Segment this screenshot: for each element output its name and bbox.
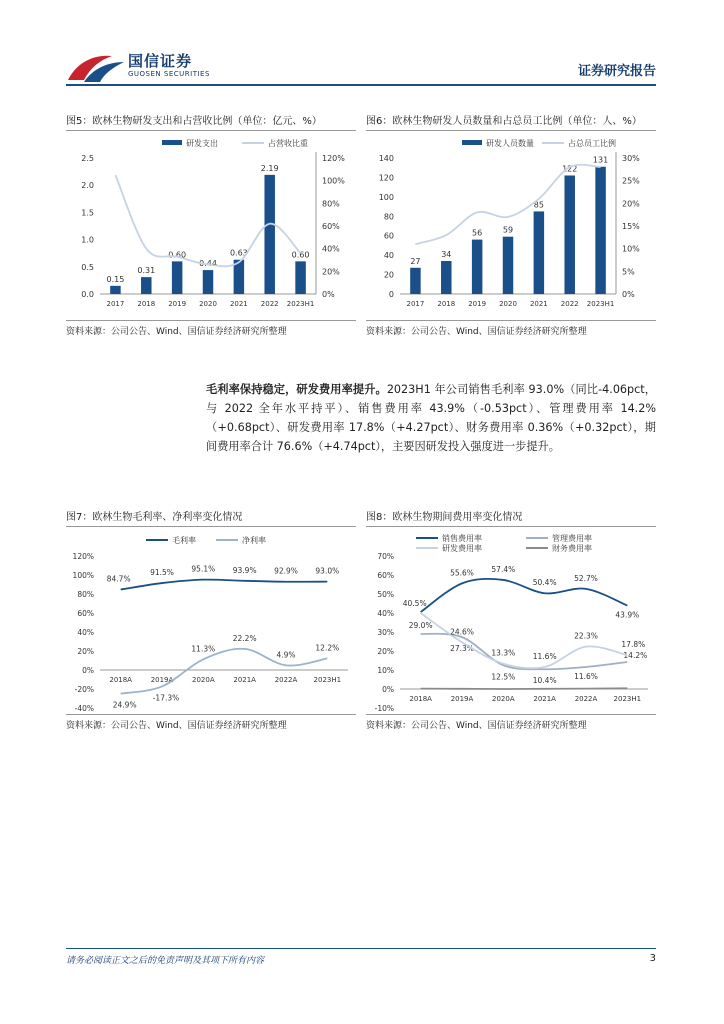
fig8-point-label: 12.5% <box>491 672 516 682</box>
figure-5 <box>66 112 356 342</box>
paragraph-highlight: 毛利率保持稳定，研发费用率提升。 <box>206 383 387 396</box>
fig7-xtick: 2022A <box>274 676 298 684</box>
fig6-xtick: 2020 <box>499 300 517 308</box>
fig5-bar-label: 0.31 <box>137 266 156 276</box>
fig6-bar <box>534 211 544 294</box>
fig7-series-line <box>121 649 328 694</box>
fig8-xtick: 2023H1 <box>613 695 642 703</box>
fig8-ytick: 40% <box>377 609 394 618</box>
fig8-legend-label: 财务费用率 <box>552 544 592 553</box>
fig5-bar <box>264 175 274 294</box>
fig6-ytick-left: 120 <box>378 173 394 183</box>
fig5-xtick: 2017 <box>106 300 125 308</box>
fig5-xtick: 2022 <box>260 300 279 308</box>
fig7-ytick: 40% <box>77 628 94 637</box>
fig5-bar <box>203 270 213 294</box>
fig8-series-line <box>421 579 628 612</box>
fig6-xtick: 2023H1 <box>586 300 615 308</box>
fig5-bar <box>295 261 305 294</box>
fig6-ytick-right: 0% <box>622 290 635 299</box>
fig7-legend-label: 净利率 <box>242 536 266 545</box>
fig8-point-label: 24.6% <box>450 627 474 637</box>
fig7-point-label: 92.9% <box>274 566 298 576</box>
fig7-legend-label: 毛利率 <box>172 536 196 545</box>
page-number: 3 <box>649 953 656 964</box>
fig8-xtick: 2020A <box>492 695 515 703</box>
fig8-point-label: 11.6% <box>574 671 598 681</box>
fig6-bar-label: 27 <box>410 256 421 266</box>
fig6-bar-label: 131 <box>592 155 609 165</box>
fig8-point-label: 43.9% <box>615 610 640 620</box>
fig8-point-label: 22.3% <box>574 631 598 641</box>
fig5-ytick-left: 2.0 <box>81 181 94 191</box>
fig7-ytick: -20% <box>74 685 94 694</box>
fig6-ytick-left: 60 <box>383 231 394 241</box>
fig8-point-label: 11.6% <box>532 651 557 661</box>
fig8-point-label: 52.7% <box>574 573 598 583</box>
fig7-ytick: 120% <box>72 552 94 561</box>
fig8-point-label: 50.4% <box>532 578 557 588</box>
guosen-logo-icon <box>66 50 126 84</box>
fig8-ytick: 0% <box>382 685 394 694</box>
figure-6-title: 图6：欧林生物研发人员数量和占总员工比例（单位：人、%） <box>366 112 656 131</box>
paragraph-body: 2023H1 年公司销售毛利率 93.0%（同比-4.06pct，与 2022 全年水平持平）、销售费用率 43.9%（-0.53pct）、管理费用率 14.2%（+0.68pct）、研发费用率 17.8%（+4.27pct）、财务费用率 0.36%（+0.32pct），期间费用率合计 76.6%（+4.74pct），主要因研发投入强度进一步提升。 <box>206 383 656 453</box>
fig7-ytick: 60% <box>77 609 94 618</box>
fig6-ytick-right: 30% <box>622 154 640 163</box>
fig6-bar <box>441 261 451 294</box>
fig7-series-line <box>121 580 328 590</box>
fig5-legend-line-label: 占营收比重 <box>268 139 308 148</box>
fig8-legend-label: 管理费用率 <box>552 534 592 543</box>
fig8-series-line <box>421 613 628 668</box>
fig7-xtick: 2018A <box>109 676 132 684</box>
figure-5-source: 资料来源：公司公告、Wind、国信证券经济研究所整理 <box>66 320 356 337</box>
body-paragraph <box>206 380 656 456</box>
fig8-legend-label: 研发费用率 <box>442 544 482 553</box>
fig7-ytick: 80% <box>77 590 94 599</box>
fig6-ytick-right: 5% <box>622 267 635 277</box>
figure-7-title: 图7：欧林生物毛利率、净利率变化情况 <box>66 508 356 527</box>
fig6-legend-bar-swatch <box>462 140 482 145</box>
fig7-point-label: 22.2% <box>232 633 257 643</box>
fig5-bar <box>172 261 182 294</box>
figure-5-chart <box>66 134 356 314</box>
fig5-bar-label: 0.15 <box>106 274 125 284</box>
fig5-bar-label: 0.60 <box>291 250 310 260</box>
fig8-series-line <box>421 688 628 689</box>
fig6-ytick-left: 100 <box>378 192 394 202</box>
fig8-point-label: 57.4% <box>491 564 516 574</box>
fig5-xtick: 2019 <box>168 300 187 308</box>
fig8-ytick: 50% <box>377 590 394 599</box>
fig7-point-label: -17.3% <box>152 693 180 703</box>
fig7-ytick: -40% <box>74 704 94 712</box>
fig6-xtick: 2019 <box>468 300 487 308</box>
fig5-ytick-left: 0.5 <box>81 262 94 272</box>
logo-text-cn: 国信证券 <box>128 52 193 70</box>
fig6-bar <box>503 237 513 294</box>
fig6-ytick-left: 0 <box>388 290 394 299</box>
fig5-xtick: 2018 <box>137 300 156 308</box>
fig8-point-label: 27.3% <box>450 644 474 654</box>
fig8-ytick: 10% <box>377 666 394 675</box>
fig6-bar-label: 56 <box>472 228 483 238</box>
fig6-ytick-left: 140 <box>378 154 394 163</box>
fig6-ytick-right: 20% <box>622 199 640 209</box>
fig8-ytick: 30% <box>377 628 394 637</box>
fig5-bar-label: 2.19 <box>260 163 279 173</box>
fig8-xtick: 2022A <box>574 695 598 703</box>
fig5-bar <box>141 277 151 294</box>
fig8-point-label: 10.4% <box>532 676 557 686</box>
figure-8-title: 图8：欧林生物期间费用率变化情况 <box>366 508 656 527</box>
figure-8-chart <box>366 530 656 712</box>
fig7-point-label: 24.9% <box>112 700 137 710</box>
fig7-ytick: 20% <box>77 647 94 656</box>
fig7-xtick: 2020A <box>192 676 215 684</box>
fig7-point-label: 12.2% <box>315 643 340 653</box>
fig6-bar <box>472 240 482 294</box>
fig8-legend-label: 销售费用率 <box>442 534 482 543</box>
fig5-bar-label: 0.60 <box>168 250 187 260</box>
footer-disclaimer: 请务必阅读正文之后的免责声明及其项下所有内容 <box>66 956 265 966</box>
fig5-ytick-right: 60% <box>322 222 340 231</box>
fig6-bar-label: 34 <box>441 249 452 259</box>
fig8-point-label: 55.6% <box>450 568 474 578</box>
figure-7 <box>66 508 356 733</box>
fig6-bar-label: 122 <box>562 164 578 174</box>
fig7-xtick: 2019A <box>150 676 174 684</box>
fig6-bar-label: 59 <box>502 225 514 235</box>
fig6-xtick: 2022 <box>560 300 579 308</box>
fig5-legend-bar-label: 研发支出 <box>186 139 218 148</box>
fig6-xtick: 2017 <box>406 300 425 308</box>
fig6-ytick-right: 25% <box>622 176 640 186</box>
footer-divider <box>66 948 656 949</box>
figure-7-source: 资料来源：公司公告、Wind、国信证券经济研究所整理 <box>66 714 356 731</box>
fig5-ytick-left: 0.0 <box>81 290 94 299</box>
figure-6-source: 资料来源：公司公告、Wind、国信证券经济研究所整理 <box>366 320 656 337</box>
fig8-point-label: 17.8% <box>621 640 646 650</box>
fig5-ytick-right: 80% <box>322 199 340 209</box>
fig6-legend-bar-label: 研发人员数量 <box>486 139 534 148</box>
fig5-xtick: 2020 <box>199 300 217 308</box>
fig5-ytick-right: 100% <box>322 176 345 186</box>
fig6-ytick-left: 80 <box>383 212 394 222</box>
fig6-bar <box>595 167 605 294</box>
fig6-ytick-right: 10% <box>622 244 640 254</box>
figure-6-chart <box>366 134 656 314</box>
fig6-ytick-left: 40 <box>383 251 394 261</box>
fig8-ytick: -10% <box>374 704 394 712</box>
figure-8-source: 资料来源：公司公告、Wind、国信证券经济研究所整理 <box>366 714 656 731</box>
fig8-point-label: 29.0% <box>408 620 433 630</box>
fig5-xtick: 2021 <box>229 300 248 308</box>
fig7-xtick: 2021A <box>233 676 256 684</box>
figure-6 <box>366 112 656 342</box>
fig7-point-label: 84.7% <box>106 574 131 584</box>
fig7-point-label: 11.3% <box>191 644 216 654</box>
fig8-ytick: 60% <box>377 571 394 580</box>
fig7-xtick: 2023H1 <box>313 676 342 684</box>
fig8-xtick: 2019A <box>450 695 474 703</box>
fig6-legend-line-label: 占总员工比例 <box>568 139 616 148</box>
fig6-xtick: 2021 <box>529 300 548 308</box>
fig6-ytick-right: 15% <box>622 222 640 231</box>
fig5-ytick-left: 1.5 <box>81 208 94 218</box>
fig6-bar <box>564 175 574 294</box>
fig5-bar-label: 0.63 <box>229 248 248 258</box>
logo-text-en: GUOSEN SECURITIES <box>128 70 210 78</box>
fig6-xtick: 2018 <box>437 300 456 308</box>
fig5-ytick-right: 20% <box>322 267 340 277</box>
fig5-xtick: 2023H1 <box>286 300 315 308</box>
fig7-ytick: 100% <box>72 571 94 580</box>
report-type: 证券研究报告 <box>577 64 656 79</box>
fig7-ytick: 0% <box>82 666 94 675</box>
fig5-ytick-right: 0% <box>322 290 335 299</box>
fig5-ytick-left: 2.5 <box>81 154 94 163</box>
fig6-bar <box>410 268 420 294</box>
fig5-ytick-right: 40% <box>322 244 340 254</box>
fig5-ytick-left: 1.0 <box>81 235 94 245</box>
fig7-point-label: 93.0% <box>315 566 340 576</box>
fig6-ytick-left: 20 <box>383 270 394 280</box>
header-divider <box>66 84 656 86</box>
fig8-point-label: 40.5% <box>402 599 427 609</box>
fig6-bar-label: 85 <box>533 200 544 210</box>
fig8-xtick: 2018A <box>409 695 432 703</box>
fig8-point-label: 13.3% <box>491 648 516 658</box>
page-header <box>0 0 724 92</box>
figure-5-title: 图5：欧林生物研发支出和占营收比例（单位：亿元、%） <box>66 112 356 131</box>
fig7-point-label: 95.1% <box>191 564 216 574</box>
fig8-ytick: 20% <box>377 647 394 656</box>
fig8-point-label: 14.2% <box>623 651 648 661</box>
fig5-bar-label: 0.44 <box>199 259 217 269</box>
fig8-ytick: 70% <box>377 552 394 561</box>
fig5-bar <box>110 286 120 294</box>
figure-8 <box>366 508 656 733</box>
fig7-point-label: 91.5% <box>150 568 174 578</box>
fig7-point-label: 93.9% <box>232 565 257 575</box>
fig5-legend-bar-swatch <box>162 140 182 145</box>
fig5-ytick-right: 120% <box>322 154 345 163</box>
fig7-point-label: 4.9% <box>276 650 296 660</box>
figure-7-chart <box>66 530 356 712</box>
fig8-xtick: 2021A <box>533 695 556 703</box>
